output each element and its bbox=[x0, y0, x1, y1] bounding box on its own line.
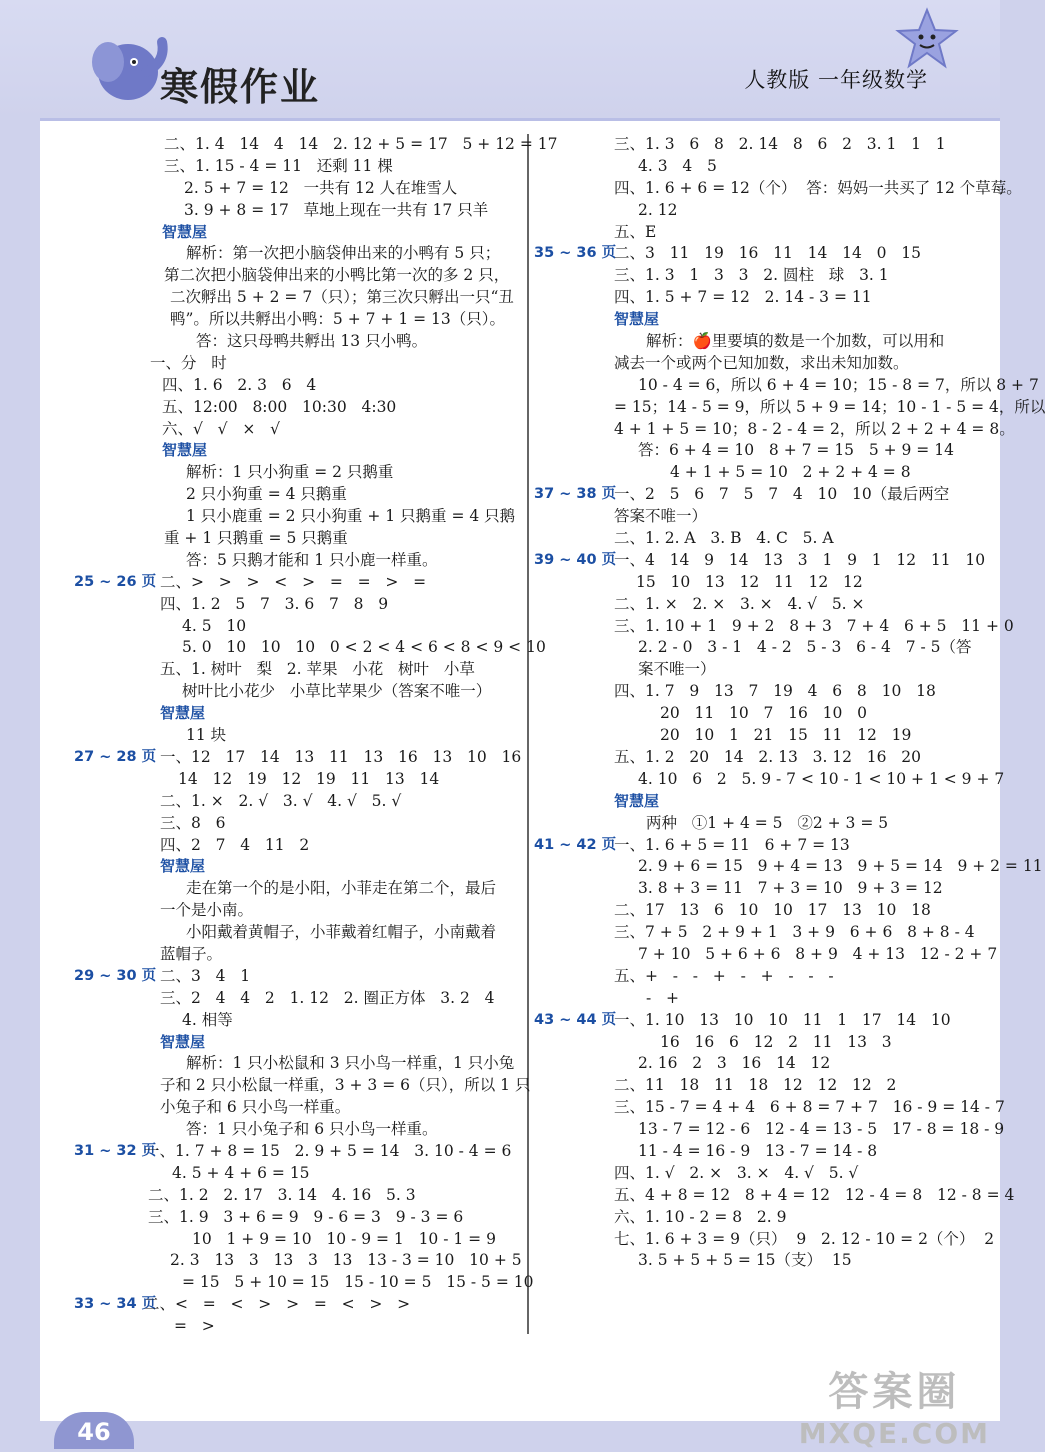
answer-text: 解析：🍎里要填的数是一个加数，可以用和 bbox=[646, 332, 945, 351]
answer-line bbox=[534, 944, 998, 966]
answer-line bbox=[534, 1185, 1015, 1207]
answer-line bbox=[74, 988, 524, 1010]
answer-line bbox=[534, 1053, 990, 1075]
answer-text: 一、1. 6 + 5 = 11 6 + 7 = 13 bbox=[614, 835, 850, 854]
answer-line bbox=[534, 1010, 990, 1032]
answer-text: 两种 ①1 + 4 = 5 ②2 + 3 = 5 bbox=[646, 813, 889, 832]
page-range-label: 35 ~ 36 页 bbox=[534, 245, 617, 262]
answer-text: 四、2 7 4 11 2 bbox=[160, 835, 310, 854]
answer-text: 16 16 6 12 2 11 13 3 bbox=[660, 1032, 892, 1051]
answer-line bbox=[534, 1250, 990, 1272]
answer-line bbox=[74, 572, 524, 594]
answer-text: 二、< = < > > = < > > bbox=[144, 1295, 411, 1314]
watermark-text: 答案圈 bbox=[828, 1369, 961, 1415]
answer-line bbox=[534, 484, 990, 506]
answer-text: 答：5 只鹅才能和 1 只小鹿一样重。 bbox=[186, 550, 438, 569]
answer-text: 3. 5 + 5 + 5 = 15（支） 15 bbox=[638, 1251, 852, 1270]
section-heading: 智慧屋 bbox=[160, 704, 206, 723]
answer-text: 20 10 1 21 15 11 12 19 bbox=[660, 726, 912, 745]
answer-text: 一、分 时 bbox=[150, 353, 227, 372]
answer-text: 4. 5 + 4 + 6 = 15 bbox=[172, 1163, 310, 1182]
answer-text: 鸭”。所以共孵出小鸭：5 + 7 + 1 = 13（只）。 bbox=[170, 310, 506, 329]
answer-line bbox=[534, 440, 990, 462]
answer-line bbox=[534, 1207, 990, 1229]
answer-text: 答：这只母鸭共孵出 13 只小鸭。 bbox=[196, 332, 428, 351]
answer-text: 二、1. 4 14 4 14 2. 12 + 5 = 17 5 + 12 = 17 bbox=[164, 135, 558, 153]
answer-line bbox=[74, 287, 524, 309]
answer-line bbox=[74, 769, 524, 791]
section-heading: 智慧屋 bbox=[160, 1032, 206, 1051]
watermark bbox=[799, 1360, 990, 1450]
answer-text: = 15；14 - 5 = 9，所以 5 + 9 = 14；10 - 1 - 5 = 4，所以 bbox=[614, 397, 1045, 416]
answer-text: 三、1. 9 3 + 6 = 9 9 - 6 = 3 9 - 3 = 6 bbox=[148, 1207, 464, 1226]
answer-line bbox=[534, 1097, 1005, 1119]
watermark-url: MXQE.COM bbox=[798, 1417, 990, 1450]
answer-line bbox=[534, 725, 990, 747]
answer-text: 二、1. 2. A 3. B 4. C 5. A bbox=[614, 529, 834, 548]
answer-text: 7 + 10 5 + 6 + 6 8 + 9 4 + 13 12 - 2 + 7 bbox=[638, 944, 998, 963]
answer-text: 五、E bbox=[614, 222, 657, 241]
answer-text: 4 + 1 + 5 = 10；8 - 2 - 4 = 2，所以 2 + 2 + 4 = 8。 bbox=[614, 419, 1015, 438]
answer-line bbox=[534, 1229, 995, 1251]
answer-text: 三、1. 15 - 4 = 11 还剩 11 棵 bbox=[164, 156, 393, 175]
answer-line bbox=[74, 659, 524, 681]
answer-line bbox=[534, 331, 990, 353]
answer-line bbox=[534, 397, 1045, 419]
answer-text: 一、1. 10 13 10 10 11 1 17 14 10 bbox=[614, 1010, 951, 1029]
answer-text: 2. 16 2 3 16 14 12 bbox=[638, 1054, 831, 1073]
answer-line bbox=[74, 681, 524, 703]
answer-line bbox=[534, 769, 1005, 791]
answer-text: 15 10 13 12 11 12 12 bbox=[636, 572, 863, 591]
answer-text: 四、1. 6 2. 3 6 4 bbox=[162, 375, 317, 394]
answer-text: 二、1. × 2. √ 3. √ 4. √ 5. √ bbox=[160, 791, 402, 810]
answer-line bbox=[534, 747, 990, 769]
answer-text: 二、> > > < > = = > = bbox=[160, 572, 427, 591]
answer-line bbox=[534, 594, 990, 616]
section-heading: 智慧屋 bbox=[614, 791, 660, 810]
page-range-label: 39 ~ 40 页 bbox=[534, 551, 617, 568]
answer-line bbox=[74, 637, 546, 659]
answer-text: = > bbox=[174, 1317, 215, 1336]
answer-text: 小阳戴着黄帽子，小菲戴着红帽子，小南戴着 bbox=[186, 923, 497, 942]
answer-text: 11 - 4 = 16 - 9 13 - 7 = 14 - 8 bbox=[638, 1141, 878, 1160]
answer-text: 三、7 + 5 2 + 9 + 1 3 + 9 6 + 6 8 + 8 - 4 bbox=[614, 923, 975, 942]
answer-text: 树叶比小花少 小草比苹果少（答案不唯一） bbox=[182, 682, 492, 701]
page-range-label: 31 ~ 32 页 bbox=[74, 1142, 157, 1159]
answer-text: 三、1. 3 6 8 2. 14 8 6 2 3. 1 1 1 bbox=[614, 135, 946, 153]
answer-line bbox=[74, 1250, 524, 1272]
answer-line bbox=[74, 309, 524, 331]
answer-line bbox=[534, 243, 990, 265]
answer-line bbox=[74, 900, 524, 922]
answer-text: 子和 2 只小松鼠一样重，3 + 3 = 6（只），所以 1 只 bbox=[160, 1076, 531, 1095]
answer-line bbox=[534, 178, 1022, 200]
answer-line bbox=[534, 1163, 990, 1185]
edition-label: 人教版 一年级数学 bbox=[744, 68, 928, 92]
answer-text: 案不唯一） bbox=[638, 660, 716, 679]
answer-line bbox=[74, 265, 524, 287]
answer-line bbox=[74, 1075, 531, 1097]
answer-text: 3. 8 + 3 = 11 7 + 3 = 10 9 + 3 = 12 bbox=[638, 879, 943, 898]
answer-line bbox=[534, 681, 990, 703]
answer-text: 五、4 + 8 = 12 8 + 4 = 12 12 - 4 = 8 12 - 8 = 4 bbox=[614, 1185, 1015, 1204]
page-range-label: 29 ~ 30 页 bbox=[74, 967, 157, 984]
section-heading: 智慧屋 bbox=[162, 222, 208, 241]
answer-line bbox=[534, 506, 990, 528]
answer-text: 一个是小南。 bbox=[160, 901, 254, 920]
answer-text: 11 块 bbox=[186, 726, 227, 745]
answer-line bbox=[534, 419, 1015, 441]
answer-line bbox=[534, 265, 990, 287]
answer-line bbox=[74, 1272, 534, 1294]
answer-line bbox=[534, 528, 990, 550]
answer-line bbox=[534, 813, 990, 835]
page-header bbox=[0, 0, 1000, 118]
answer-line bbox=[74, 1053, 524, 1075]
answer-line bbox=[534, 988, 990, 1010]
answer-line bbox=[74, 178, 524, 200]
answer-line bbox=[74, 791, 524, 813]
answer-line bbox=[74, 1032, 524, 1054]
answer-text: 10 1 + 9 = 10 10 - 9 = 1 10 - 1 = 9 bbox=[192, 1229, 496, 1248]
answer-text: 答：6 + 4 = 10 8 + 7 = 15 5 + 9 = 14 bbox=[638, 441, 954, 460]
answer-line bbox=[74, 484, 524, 506]
answer-line bbox=[74, 1163, 524, 1185]
answer-line bbox=[534, 1075, 990, 1097]
left-column bbox=[74, 134, 558, 1338]
answer-text: 三、8 6 bbox=[160, 813, 226, 832]
answer-text: = 15 5 + 10 = 15 15 - 10 = 5 15 - 5 = 10 bbox=[182, 1273, 534, 1292]
answer-line bbox=[534, 637, 990, 659]
answer-text: 小兔子和 6 只小鸟一样重。 bbox=[160, 1098, 351, 1117]
answer-text: 三、15 - 7 = 4 + 4 6 + 8 = 7 + 7 16 - 9 = 14 - 7 bbox=[614, 1098, 1005, 1117]
answer-text: 1 只小鹿重 = 2 只小狗重 + 1 只鹅重 = 4 只鹅 bbox=[186, 507, 516, 526]
answer-text: 四、1. 5 + 7 = 12 2. 14 - 3 = 11 bbox=[614, 288, 872, 307]
answer-line bbox=[534, 156, 990, 178]
answer-line bbox=[534, 134, 990, 156]
answer-text: 一、12 17 14 13 11 13 16 13 10 16 bbox=[160, 747, 522, 766]
page-range-label: 27 ~ 28 页 bbox=[74, 748, 157, 765]
answer-line bbox=[74, 878, 524, 900]
answer-text: 5. 0 10 10 10 0 < 2 < 4 < 6 < 8 < 9 < 10 bbox=[182, 638, 546, 657]
answer-line bbox=[74, 856, 524, 878]
answer-text: 重 + 1 只鹅重 = 5 只鹅重 bbox=[164, 529, 348, 548]
answer-line bbox=[534, 703, 990, 725]
answer-line bbox=[534, 835, 990, 857]
answer-line bbox=[74, 462, 524, 484]
answer-line bbox=[74, 1119, 524, 1141]
answer-text: 2. 5 + 7 = 12 一共有 12 人在堆雪人 bbox=[184, 178, 458, 197]
answer-text: 解析：1 只小狗重 = 2 只鹅重 bbox=[186, 463, 394, 482]
answer-line bbox=[534, 616, 1014, 638]
answer-line bbox=[534, 375, 1039, 397]
section-heading: 智慧屋 bbox=[160, 857, 206, 876]
answer-text: 10 - 4 = 6，所以 6 + 4 = 10；15 - 8 = 7，所以 8 + 7 bbox=[638, 375, 1039, 394]
answer-line bbox=[534, 572, 990, 594]
answer-text: 五、1. 树叶 梨 2. 苹果 小花 树叶 小草 bbox=[160, 660, 475, 679]
answer-text: 三、2 4 4 2 1. 12 2. 圈正方体 3. 2 4 bbox=[160, 988, 495, 1007]
answer-text: - + bbox=[646, 988, 680, 1007]
answer-text: 四、1. 6 + 6 = 12（个） 答：妈妈一共买了 12 个草莓。 bbox=[614, 178, 1022, 197]
page-range-label: 41 ~ 42 页 bbox=[534, 836, 617, 853]
answer-line bbox=[74, 725, 524, 747]
answer-line bbox=[74, 528, 524, 550]
answer-text: 四、1. √ 2. × 3. × 4. √ 5. √ bbox=[614, 1163, 859, 1182]
answer-line bbox=[534, 922, 990, 944]
answer-text: 二次孵出 5 + 2 = 7（只）；第三次只孵出一只“丑 bbox=[170, 288, 514, 307]
answer-text: 四、1. 2 5 7 3. 6 7 8 9 bbox=[160, 594, 389, 613]
answer-line bbox=[534, 791, 990, 813]
answer-line bbox=[74, 222, 524, 244]
answer-line bbox=[534, 878, 990, 900]
answer-text: 第二次把小脑袋伸出来的小鸭比第一次的多 2 只， bbox=[164, 266, 510, 285]
answer-line bbox=[74, 156, 524, 178]
answer-line bbox=[74, 506, 524, 528]
answer-text: 4 + 1 + 5 = 10 2 + 2 + 4 = 8 bbox=[670, 463, 911, 482]
answer-text: 一、2 5 6 7 5 7 4 10 10（最后两空 bbox=[614, 485, 950, 504]
answer-line bbox=[74, 944, 524, 966]
answer-line bbox=[74, 966, 524, 988]
answer-line bbox=[74, 397, 524, 419]
answer-line bbox=[534, 659, 990, 681]
answer-line bbox=[534, 966, 990, 988]
answer-text: 六、√ √ × √ bbox=[162, 419, 280, 438]
answer-line bbox=[74, 243, 524, 265]
answer-line bbox=[534, 550, 990, 572]
answer-text: 20 11 10 7 16 10 0 bbox=[660, 704, 868, 723]
answer-line bbox=[534, 1032, 990, 1054]
answer-line bbox=[534, 309, 990, 331]
section-heading: 智慧屋 bbox=[162, 441, 208, 460]
answer-text: 14 12 19 12 19 11 13 14 bbox=[178, 769, 440, 788]
answer-text: 二、1. 2 2. 17 3. 14 4. 16 5. 3 bbox=[148, 1185, 416, 1204]
answer-line bbox=[534, 287, 990, 309]
answer-line bbox=[534, 462, 990, 484]
right-column bbox=[534, 134, 1045, 1272]
answer-text: 解析：1 只小松鼠和 3 只小鸟一样重，1 只小兔 bbox=[186, 1054, 515, 1073]
answer-text: 一、1. 7 + 8 = 15 2. 9 + 5 = 14 3. 10 - 4 = 6 bbox=[144, 1141, 512, 1160]
answer-line bbox=[74, 134, 558, 156]
column-divider bbox=[527, 134, 529, 1334]
answer-line bbox=[534, 900, 990, 922]
page-range-label: 43 ~ 44 页 bbox=[534, 1011, 617, 1028]
answer-line bbox=[74, 419, 524, 441]
answer-text: 4. 10 6 2 5. 9 - 7 < 10 - 1 < 10 + 1 < 9 + 7 bbox=[638, 769, 1005, 788]
answer-line bbox=[74, 594, 524, 616]
answer-text: 三、1. 10 + 1 9 + 2 8 + 3 7 + 4 6 + 5 11 + 0 bbox=[614, 616, 1014, 635]
page-range-label: 37 ~ 38 页 bbox=[534, 486, 617, 503]
answer-line bbox=[74, 1141, 524, 1163]
answer-line bbox=[74, 375, 524, 397]
answer-text: 2. 9 + 6 = 15 9 + 4 = 13 9 + 5 = 14 9 + 2 = 11 bbox=[638, 857, 1043, 876]
answer-line bbox=[74, 616, 524, 638]
answer-line bbox=[74, 1097, 524, 1119]
answer-line bbox=[74, 331, 524, 353]
answer-text: 五、12:00 8:00 10:30 4:30 bbox=[162, 397, 397, 416]
answer-line bbox=[74, 922, 524, 944]
answer-text: 2. 2 - 0 3 - 1 4 - 2 5 - 3 6 - 4 7 - 5（答 bbox=[638, 638, 972, 657]
answer-line bbox=[74, 200, 524, 222]
answer-line bbox=[74, 1229, 524, 1251]
answer-text: 4. 相等 bbox=[182, 1010, 233, 1029]
answer-text: 2. 3 13 3 13 3 13 13 - 3 = 10 10 + 5 bbox=[170, 1251, 522, 1270]
answer-line bbox=[74, 835, 524, 857]
answer-line bbox=[74, 353, 524, 375]
answer-text: 二、17 13 6 10 10 17 13 10 18 bbox=[614, 901, 931, 920]
answer-text: 3. 9 + 8 = 17 草地上现在一共有 17 只羊 bbox=[184, 200, 489, 219]
answer-text: 二、3 4 1 bbox=[160, 966, 251, 985]
answer-text: 4. 3 4 5 bbox=[638, 156, 717, 175]
answer-text: 解析：第一次把小脑袋伸出来的小鸭有 5 只； bbox=[186, 244, 501, 263]
answer-text: 2. 12 bbox=[638, 200, 678, 219]
answer-line bbox=[534, 1141, 990, 1163]
answer-text: 答案不唯一） bbox=[614, 507, 708, 526]
answer-text: 13 - 7 = 12 - 6 12 - 4 = 13 - 5 17 - 8 = 18 - 9 bbox=[638, 1120, 1005, 1139]
answer-text: 六、1. 10 - 2 = 8 2. 9 bbox=[614, 1207, 787, 1226]
answer-line bbox=[74, 747, 524, 769]
answer-text: 一、4 14 9 14 13 3 1 9 1 12 11 10 bbox=[614, 550, 986, 569]
page-number: 46 bbox=[54, 1412, 134, 1449]
page-range-label: 33 ~ 34 页 bbox=[74, 1296, 157, 1313]
answer-text: 七、1. 6 + 3 = 9（只） 9 2. 12 - 10 = 2（个） 2 bbox=[614, 1229, 995, 1248]
brand-title: 寒假作业 bbox=[160, 65, 321, 109]
answer-line bbox=[74, 440, 524, 462]
answer-text: 4. 5 10 bbox=[182, 616, 247, 635]
answer-line bbox=[74, 703, 524, 725]
star-mascot-icon bbox=[894, 6, 960, 72]
answer-line bbox=[74, 1207, 524, 1229]
answer-text: 蓝帽子。 bbox=[160, 944, 223, 963]
answer-line bbox=[74, 1010, 524, 1032]
section-heading: 智慧屋 bbox=[614, 310, 660, 329]
answer-text: 走在第一个的是小阳，小菲走在第二个，最后 bbox=[186, 879, 497, 898]
answer-text: 答：1 只小兔子和 6 只小鸟一样重。 bbox=[186, 1120, 438, 1139]
answer-line bbox=[74, 1294, 524, 1316]
answer-text: 二、3 11 19 16 11 14 14 0 15 bbox=[614, 244, 922, 263]
answer-line bbox=[534, 1119, 1005, 1141]
answer-text: 五、1. 2 20 14 2. 13 3. 12 16 20 bbox=[614, 747, 922, 766]
answer-line bbox=[534, 856, 1043, 878]
answer-line bbox=[74, 550, 524, 572]
answer-line bbox=[74, 813, 524, 835]
answer-text: 二、11 18 11 18 12 12 12 2 bbox=[614, 1076, 897, 1095]
answer-line bbox=[534, 200, 990, 222]
answer-text: 三、1. 3 1 3 3 2. 圆柱 球 3. 1 bbox=[614, 266, 889, 285]
answer-text: 二、1. × 2. × 3. × 4. √ 5. × bbox=[614, 594, 865, 613]
answer-line bbox=[534, 222, 990, 244]
answer-line bbox=[534, 353, 990, 375]
answer-text: 四、1. 7 9 13 7 19 4 6 8 10 18 bbox=[614, 682, 936, 701]
answer-line bbox=[74, 1316, 524, 1338]
answer-text: 五、+ - - + - + - - - bbox=[614, 966, 834, 985]
answer-text: 2 只小狗重 = 4 只鹅重 bbox=[186, 485, 347, 504]
answer-line bbox=[74, 1185, 524, 1207]
answer-text: 减去一个或两个已知加数，求出未知加数。 bbox=[614, 353, 909, 372]
page-range-label: 25 ~ 26 页 bbox=[74, 573, 157, 590]
